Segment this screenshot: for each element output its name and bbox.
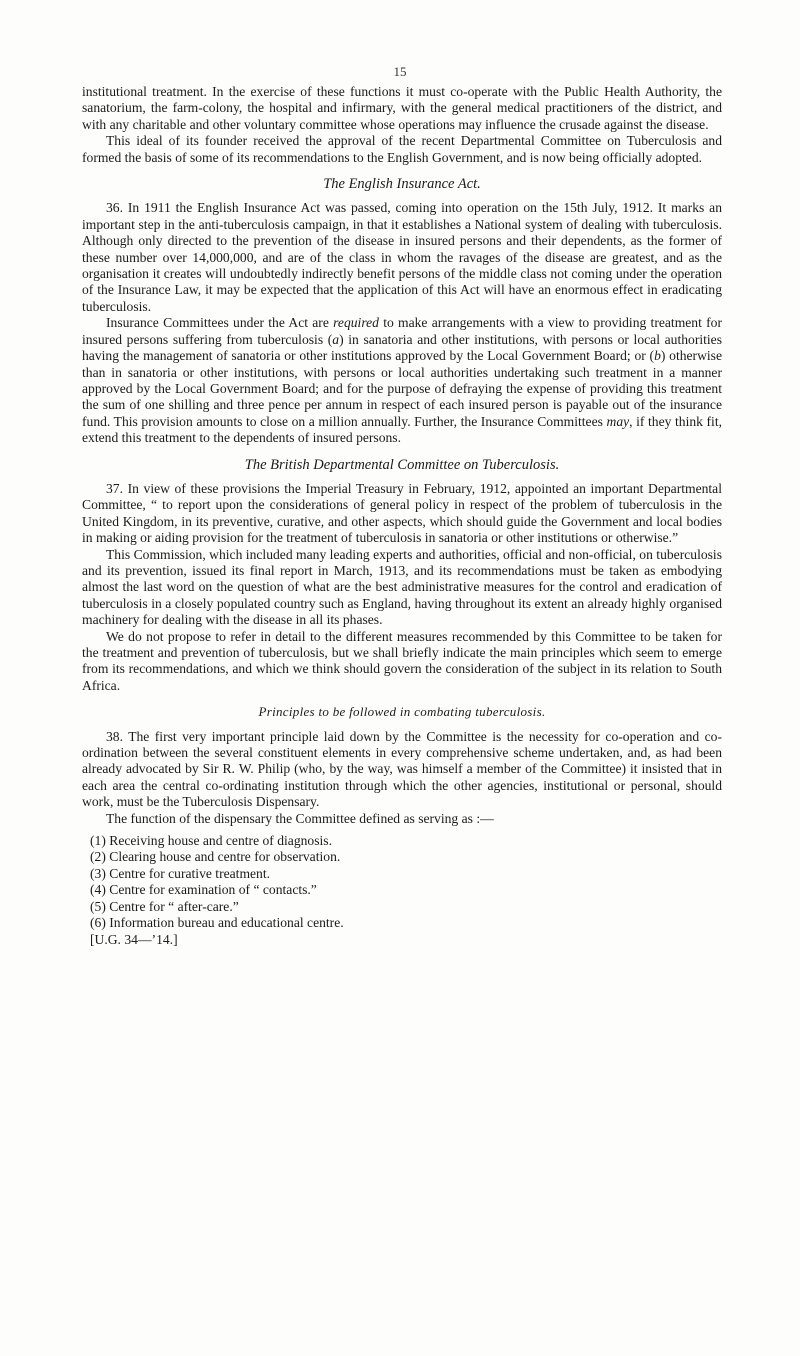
page-body bbox=[82, 84, 722, 948]
section-heading-insurance-act: The English Insurance Act. bbox=[323, 176, 481, 193]
paragraph-36: 36. In 1911 the English Insurance Act was passed, coming into operation on the 15th July, 1912. It marks an important step in the anti-tuberculosis campaign, in that it establishes a National system of dealing with tuberculosis. Although only directed to the prevention of the disease in insured persons and their dependents, as the former of these number over 14,000,000, and are of the class in whom the ravages of the disease are greatest, and as the organisation it creates will undoubtedly indirectly benefit persons of the middle class not coming under the operation of the Insurance Law, it may be expected that the application of this Act will have an enormous effect in eradicating tuberculosis. bbox=[82, 200, 722, 314]
list-item: (3) Centre for curative treatment. bbox=[90, 865, 271, 881]
emphasis-required: required bbox=[333, 315, 379, 331]
dispensary-functions-list bbox=[82, 833, 722, 931]
text-run: Insurance Committees under the Act are bbox=[106, 315, 334, 331]
text-run: ) in sanatoria and other institutions, with persons or local authorities having the management of sanatoria or other institutions approved by the Local Government Board; or ( bbox=[82, 331, 723, 364]
list-item: (5) Centre for “ after-care.” bbox=[90, 898, 239, 914]
paragraph-37-commission: This Commission, which included many leading experts and authorities, official and non-official, on tuberculosis and its prevention, issued its final report in March, 1913, and its recommendations must be taken as embodying almost the last word on the question of what are the best administrative measures for the control and eradication of tuberculosis in a closely populated country such as England, having throughout its extent an already highly organised machinery for dealing with the disease in all its phases. bbox=[82, 546, 722, 628]
document-reference: [U.G. 34—’14.] bbox=[90, 931, 178, 947]
emphasis-b: b bbox=[654, 348, 661, 364]
list-item: (4) Centre for examination of “ contacts.” bbox=[90, 882, 317, 898]
paragraph-36-insurance-committees bbox=[82, 315, 722, 446]
paragraph-intro: institutional treatment. In the exercise of these functions it must co-operate with the Public Health Authority, the sanatorium, the farm-colony, the hospital and infirmary, with the general medical practitioners of the district, and with any charitable and other voluntary committee whose operations may influence the crusade against the disease. bbox=[82, 84, 722, 132]
paragraph-38: 38. The first very important principle laid down by the Committee is the necessity for co-operation and co-ordination between the several constituent elements in every comprehensive scheme undertaken, and, as had been already advocated by Sir R. W. Philip (who, by the way, was himself a member of the Committee) it insisted that in each area the central co-ordinating institution through which the other agencies, institutional or personal, should work, must be the Tuberculosis Dispensary. bbox=[82, 728, 722, 810]
section-heading-departmental-committee: The British Departmental Committee on Tuberculosis. bbox=[244, 456, 560, 473]
list-item: (1) Receiving house and centre of diagnosis. bbox=[90, 833, 332, 849]
list-item: (2) Clearing house and centre for observation. bbox=[90, 849, 341, 865]
text-run: to make arrangements with a view to providing treatment for insured persons suffering from tuberculosis ( bbox=[82, 315, 722, 347]
paragraph-ideal: This ideal of its founder received the approval of the recent Departmental Committee on Tuberculosis and formed the basis of some of its recommendations to the English Government, and is now being officially adopted. bbox=[82, 133, 722, 165]
emphasis-may: may bbox=[606, 413, 630, 429]
text-run: ) otherwise than in sanatoria or other institutions, with persons or local authorities undertaking such treatment in a manner approved by the Local Government Board; and for the purpose of defraying the expense of providing this treatment the sum of one shilling and three pence per annum in respect of each insured person is payable out of the insurance fund. This provision amounts to close on a million annually. Further, the Insurance Committees bbox=[82, 348, 722, 429]
paragraph-37: 37. In view of these provisions the Imperial Treasury in February, 1912, appointed an important Departmental Committee, “ to report upon the considerations of general policy in respect of the problem of tuberculosis in the United Kingdom, in its preventive, curative, and other aspects, which should guide the Government and local bodies in making or aiding provision for the treatment of tuberculosis in sanatoria or other institutions or otherwise.” bbox=[82, 480, 722, 546]
page-number: 15 bbox=[393, 64, 407, 79]
emphasis-a: a bbox=[332, 331, 340, 347]
text-run: , if they think fit, extend this treatment to the dependents of insured persons. bbox=[82, 413, 722, 446]
paragraph-37-principles-intro: We do not propose to refer in detail to the different measures recommended by this Committee to be taken for the treatment and prevention of tuberculosis, but we shall briefly indicate the main principles which seem to emerge from its recommendations, and which we think should govern the consideration of the subject in its relation to South Africa. bbox=[82, 628, 722, 693]
section-heading-principles: Principles to be followed in combating tuberculosis. bbox=[258, 704, 546, 720]
paragraph-38-functions-intro: The function of the dispensary the Committee defined as serving as :— bbox=[106, 810, 494, 826]
list-item: (6) Information bureau and educational centre. bbox=[90, 915, 344, 931]
